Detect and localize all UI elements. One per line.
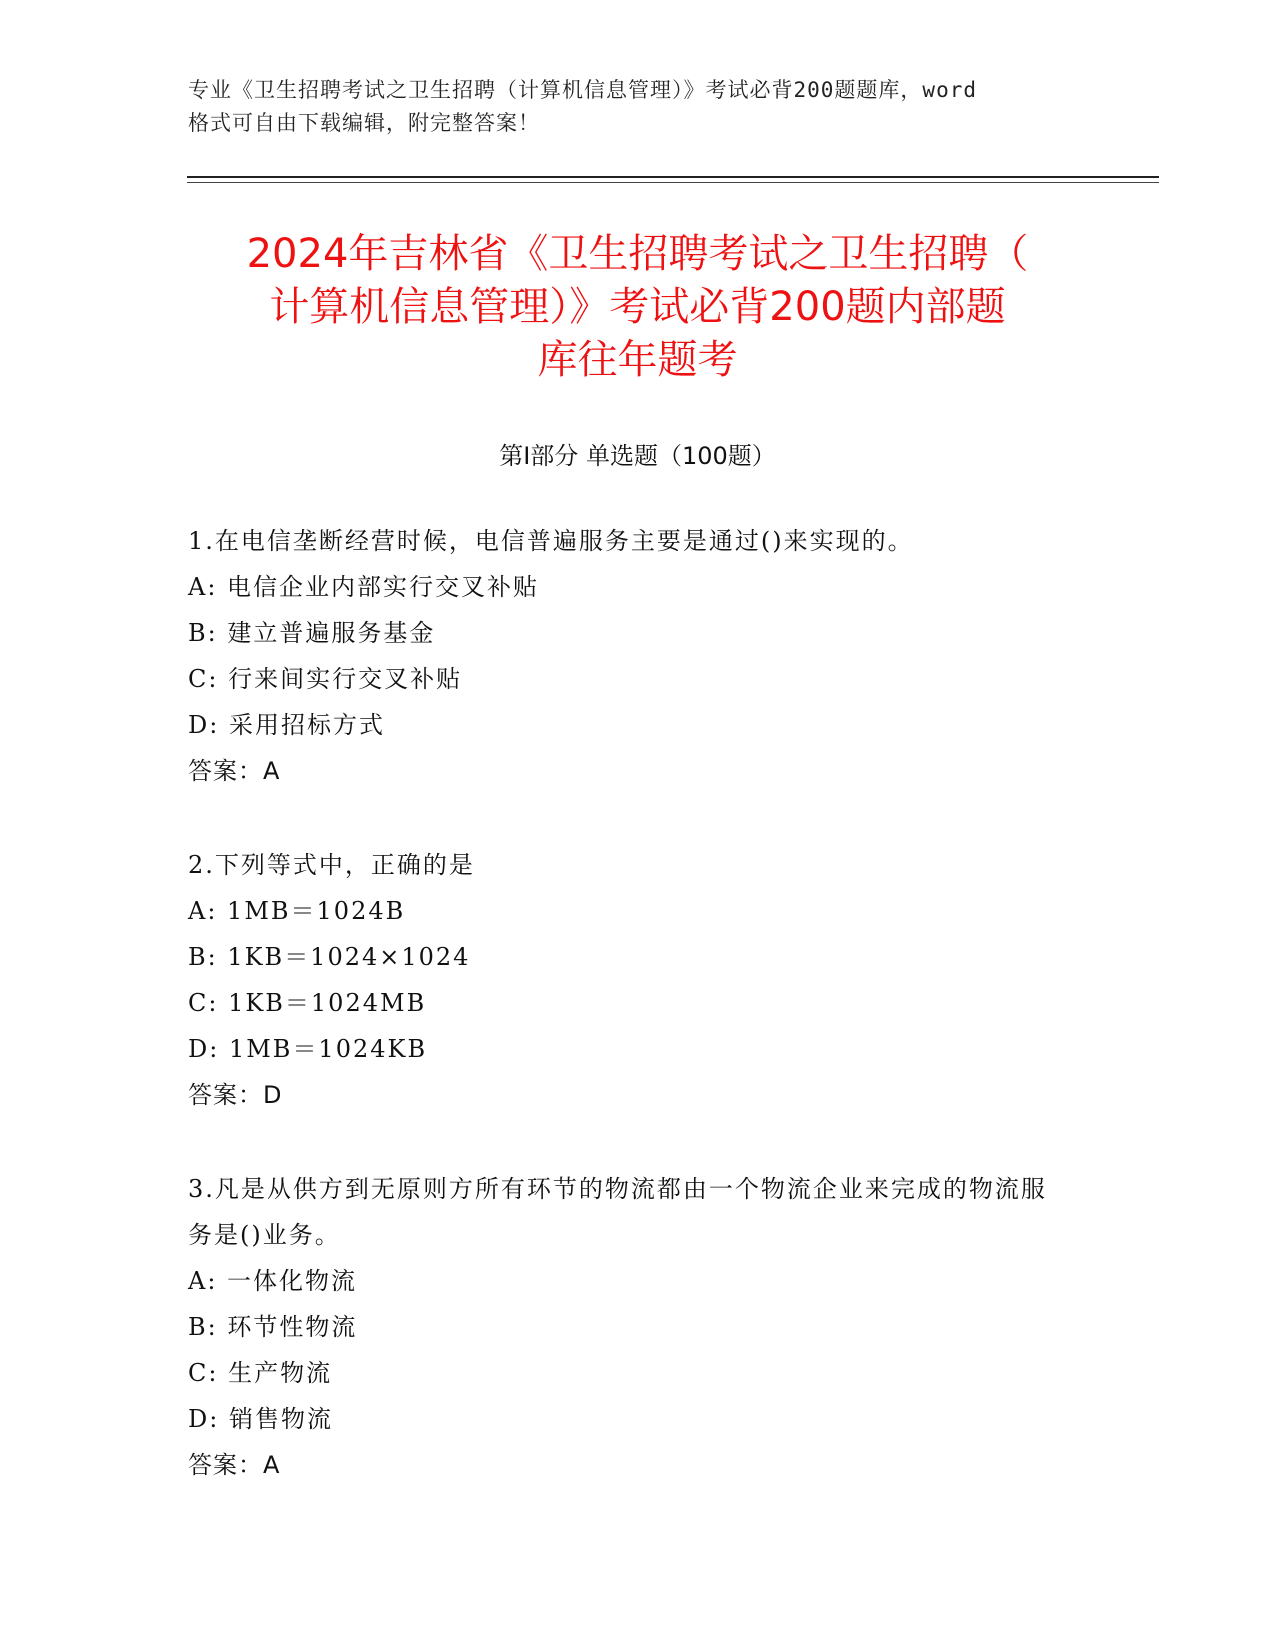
document-title [160, 228, 1115, 387]
document-header-note [188, 74, 1088, 140]
option-b: B: 1KB＝1024×1024 [188, 943, 471, 971]
question-stem: 2.下列等式中，正确的是 [188, 851, 475, 879]
question-3 [188, 1166, 1048, 1488]
title-line-3: 库往年题考 [537, 337, 738, 383]
option-b: B: 建立普遍服务基金 [188, 619, 436, 647]
question-2 [188, 842, 1088, 1118]
option-a: A: 一体化物流 [188, 1267, 358, 1295]
option-a: A: 电信企业内部实行交叉补贴 [188, 573, 540, 601]
question-1 [188, 518, 1088, 794]
header-note-line-2: 格式可自由下载编辑，附完整答案！ [188, 111, 540, 135]
option-c: C: 行来间实行交叉补贴 [188, 665, 463, 693]
header-divider-thin [187, 182, 1159, 183]
option-a: A: 1MB＝1024B [188, 897, 406, 925]
answer-label: 答案：A [188, 1451, 281, 1479]
option-d: D: 采用招标方式 [188, 711, 385, 739]
answer-label: 答案：A [188, 757, 281, 785]
option-d: D: 销售物流 [188, 1405, 333, 1433]
option-c: C: 1KB＝1024MB [188, 989, 427, 1017]
title-line-2: 计算机信息管理）》考试必背200题内部题 [269, 284, 1006, 330]
header-divider-thick [187, 176, 1159, 178]
option-c: C: 生产物流 [188, 1359, 333, 1387]
title-line-1: 2024年吉林省《卫生招聘考试之卫生招聘（ [246, 231, 1029, 277]
option-b: B: 环节性物流 [188, 1313, 358, 1341]
section-heading: 第Ⅰ部分 单选题（100题） [499, 442, 776, 470]
header-note-line-1: 专业《卫生招聘考试之卫生招聘（计算机信息管理）》考试必背200题题库，word [188, 78, 977, 102]
question-stem: 1.在电信垄断经营时候，电信普遍服务主要是通过()来实现的。 [188, 527, 914, 555]
answer-label: 答案：D [188, 1081, 283, 1109]
option-d: D: 1MB＝1024KB [188, 1035, 428, 1063]
question-stem: 3.凡是从供方到无原则方所有环节的物流都由一个物流企业来完成的物流服务是()业务。 [188, 1175, 1047, 1249]
